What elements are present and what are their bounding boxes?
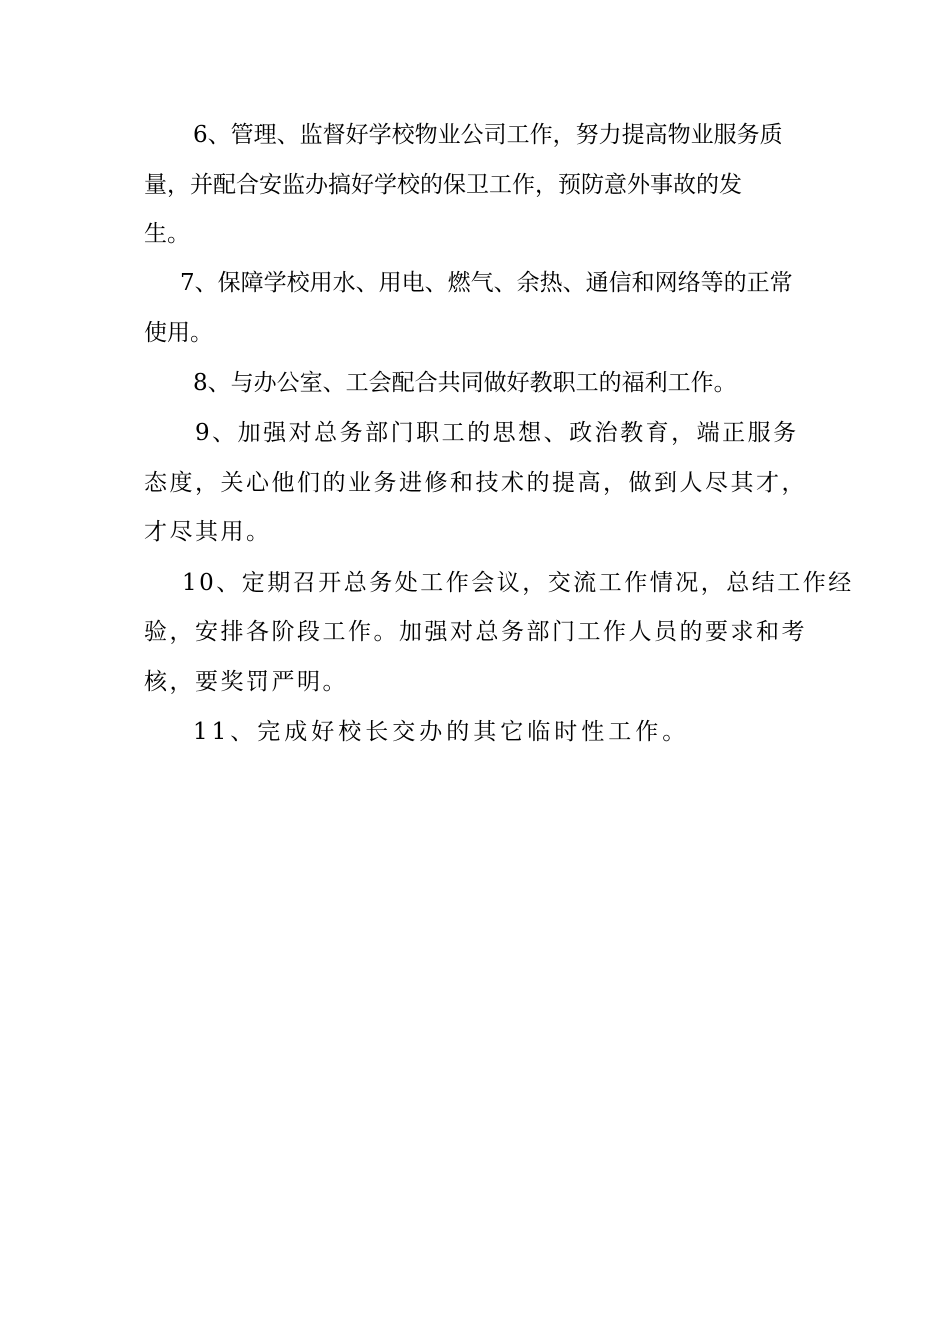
paragraph-line: 核，要奖罚严明。 xyxy=(144,669,348,695)
paragraph-line: 9、加强对总务部门职工的思想、政治教育，端正服务 xyxy=(195,420,799,446)
paragraph-line: 量，并配合安监办搞好学校的保卫工作，预防意外事故的发 xyxy=(144,172,742,198)
paragraph-line: 7、保障学校用水、用电、燃气、余热、通信和网络等的正常 xyxy=(180,270,793,296)
paragraph-line: 验，安排各阶段工作。加强对总务部门工作人员的要求和考 xyxy=(144,619,807,645)
paragraph-line: 10、定期召开总务处工作会议，交流工作情况，总结工作经 xyxy=(182,570,854,596)
paragraph-line: 生。 xyxy=(144,221,190,247)
paragraph-line: 才尽其用。 xyxy=(144,519,272,545)
paragraph-line: 使用。 xyxy=(144,320,213,346)
paragraph-line: 态度，关心他们的业务进修和技术的提高，做到人尽其才， xyxy=(144,470,807,496)
paragraph-line: 11、完成好校长交办的其它临时性工作。 xyxy=(193,719,690,745)
paragraph-line: 8、与办公室、工会配合共同做好教职工的福利工作。 xyxy=(193,370,737,396)
paragraph-line: 6、管理、监督好学校物业公司工作，努力提高物业服务质 xyxy=(193,122,783,148)
